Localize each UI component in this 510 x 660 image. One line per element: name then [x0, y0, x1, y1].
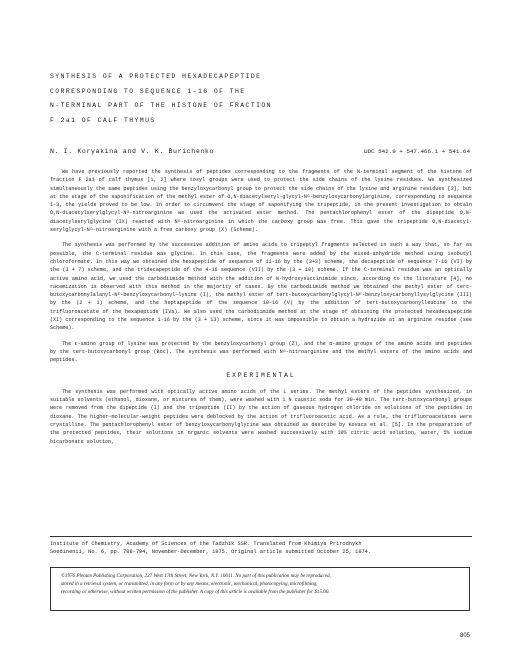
article-body — [50, 168, 472, 453]
body-paragraph: The synthesis was performed with optically active amino acids of the L series. The methyl esters of the peptides synthesized, in suitable solvents (ethanol, dioxane, or mixtures of them), were washed with 1 N caustic soda for 30-40 min. The tert-butoxycarbonyl groups were removed from the dipeptide (I) and the tripeptide (II) by the action of gaseous hydrogen chloride on solutions of the peptides in dioxane. The higher-molecular-weight peptides were deblocked by the action of trifluoroacetic acid. As a rule, the trifluoroacetates were crystalline. The pentachlorophenyl ester of benzyloxycarbonylglycine was obtained as describe by Kovacs et al. [5]. In the preparation of the protected peptides, their solutions in organic solvents were washed successively with 10% citric acid solution, water, 5% sodium bicarbonate solution, — [50, 388, 472, 445]
body-paragraph: The synthesis was performed by the successive addition of amino acids to tripeptyl fragments selected in such a way that, so far as possible, the C-terminal residue was glycine. In this case, the fragments were added by the mixed-anhydride method using isobutyl chloroformate. In this way we obtained the hexapeptide of sequence of 11-16 by the (3+3) scheme, the decapeptide of sequence 7-16 (VI) by the (3 + 7) scheme, and the tridecapeptide of the 4-16 sequence (VII) by the (3 + 10) scheme. If the C-terminal residue was an optically active amino acid, we used the carbodiimide method with the addition of N-hydroxysuccinimide since, according to the literature [4], no racemization is observed with this method in the majority of cases. By the carbodiimide method we obtained the methyl ester of tert-butoxycarbonylalanyl-Nᴱ-benzyloxycarbonyl-lysine (I), the methyl ester of tert-butoxycarbonylglycyl-Nᴱ-benzyloxycarbonyllysylglycine (III) by the (2 + 1) scheme, and the heptapeptide of the sequence 10-16 (V) by the addition of tert-butoxycarbonylleucine to the trifluoroacetate of the hexapeptide (IVa). We also used the carbodiimide method at the stage of obtaining the protected hexadecapeptide (XI) corresponding to the sequence 1-16 by the (3 + 13) scheme, since it was impossible to obtain a hydrazide at an arginine residue (see Scheme). — [50, 242, 472, 332]
footnote-line: Soedinenii, No. 6, pp. 788-794, November-December, 1975. Original article submitted October 25, 1974. — [50, 549, 372, 556]
authors: N. I. Koryakina and V. K. Burichenko — [50, 148, 215, 155]
title-line: SYNTHESIS OF A PROTECTED HEXADECAPEPTIDE — [50, 73, 262, 80]
affiliation-footnote — [50, 540, 472, 557]
copyright-line: stored in a retrieval system, or transmitted, in any form or by any means, electronic, mechanical, photocopying, microfilming, — [61, 581, 318, 588]
title-line: F 2a1 OF CALF THYMUS — [50, 117, 156, 125]
page-number: 805 — [459, 633, 470, 639]
title-line: N-TERMINAL PART OF THE HISTONE OF FRACTION — [50, 102, 272, 110]
copyright-notice — [50, 567, 470, 611]
footnote-divider — [50, 536, 472, 537]
body-paragraph: The ε-amino group of lysine was protected by the benzyloxycarbonyl group (Z), and the α-amino groups of the amino acids and peptides by the tert-butoxycarbonyl group (Boc). The synthesis was performed with Nᴳ-nitroarginine and the methyl esters of the amino acids and peptides. — [50, 340, 472, 364]
copyright-line: recording or otherwise, without written permission of the publisher. A copy of this article is available from the publisher for $15.00. — [61, 589, 330, 596]
copyright-line: ©1976 Plenum Publishing Corporation, 227 West 17th Street, New York, N.Y. 10011. No part of this publication may be reproduced, — [61, 573, 331, 579]
body-paragraph: We have previously reported the synthesis of peptides corresponding to the fragments of the N-terminal segment of the histone of fraction F 2a1 of calf thymus [1, 2] where tosyl groups were used to protect the side chains of the lysine residues. We synthesized simultaneously the same peptides using the benzyloxycarbonyl group to protect the side chains of the lysine and arginine residues [3], but at the stage of the saponification of the methyl ester of O,N-diacetylseryl-glycyl-Nᴳ-benzyloxycarbonylarginine, corresponding to sequence 1-3, the yields proved to be low. In order to circumvent the stage of saponifying the tripeptide, in the present investigation to obtain O,N-diacetylserylglycyl-Nᴳ-nitroarginine we used the activated ester method. The pentachlorophenyl ester of the dipeptide O,N-diacetylserylglycine (IX) reacted with Nᴳ-nitroarginine in which the carboxy group was free. This gave the tripeptide O,N-diacetyl-serylglycyl-Nᴳ-nitroarginine with a free carboxy group (X) (Scheme). — [50, 169, 472, 234]
section-heading: EXPERIMENTAL — [226, 371, 296, 379]
footnote-line: Institute of Chemistry, Academy of Sciences of the Tadzhik SSR. Translated from Khimiya Prirodnykh — [50, 541, 362, 547]
udc-code: UDC 542.9 + 547.466.1 + 541.64 — [363, 148, 470, 155]
title-line: CORRESPONDING TO SEQUENCE 1-16 OF THE — [50, 87, 246, 95]
article-title — [50, 70, 470, 129]
